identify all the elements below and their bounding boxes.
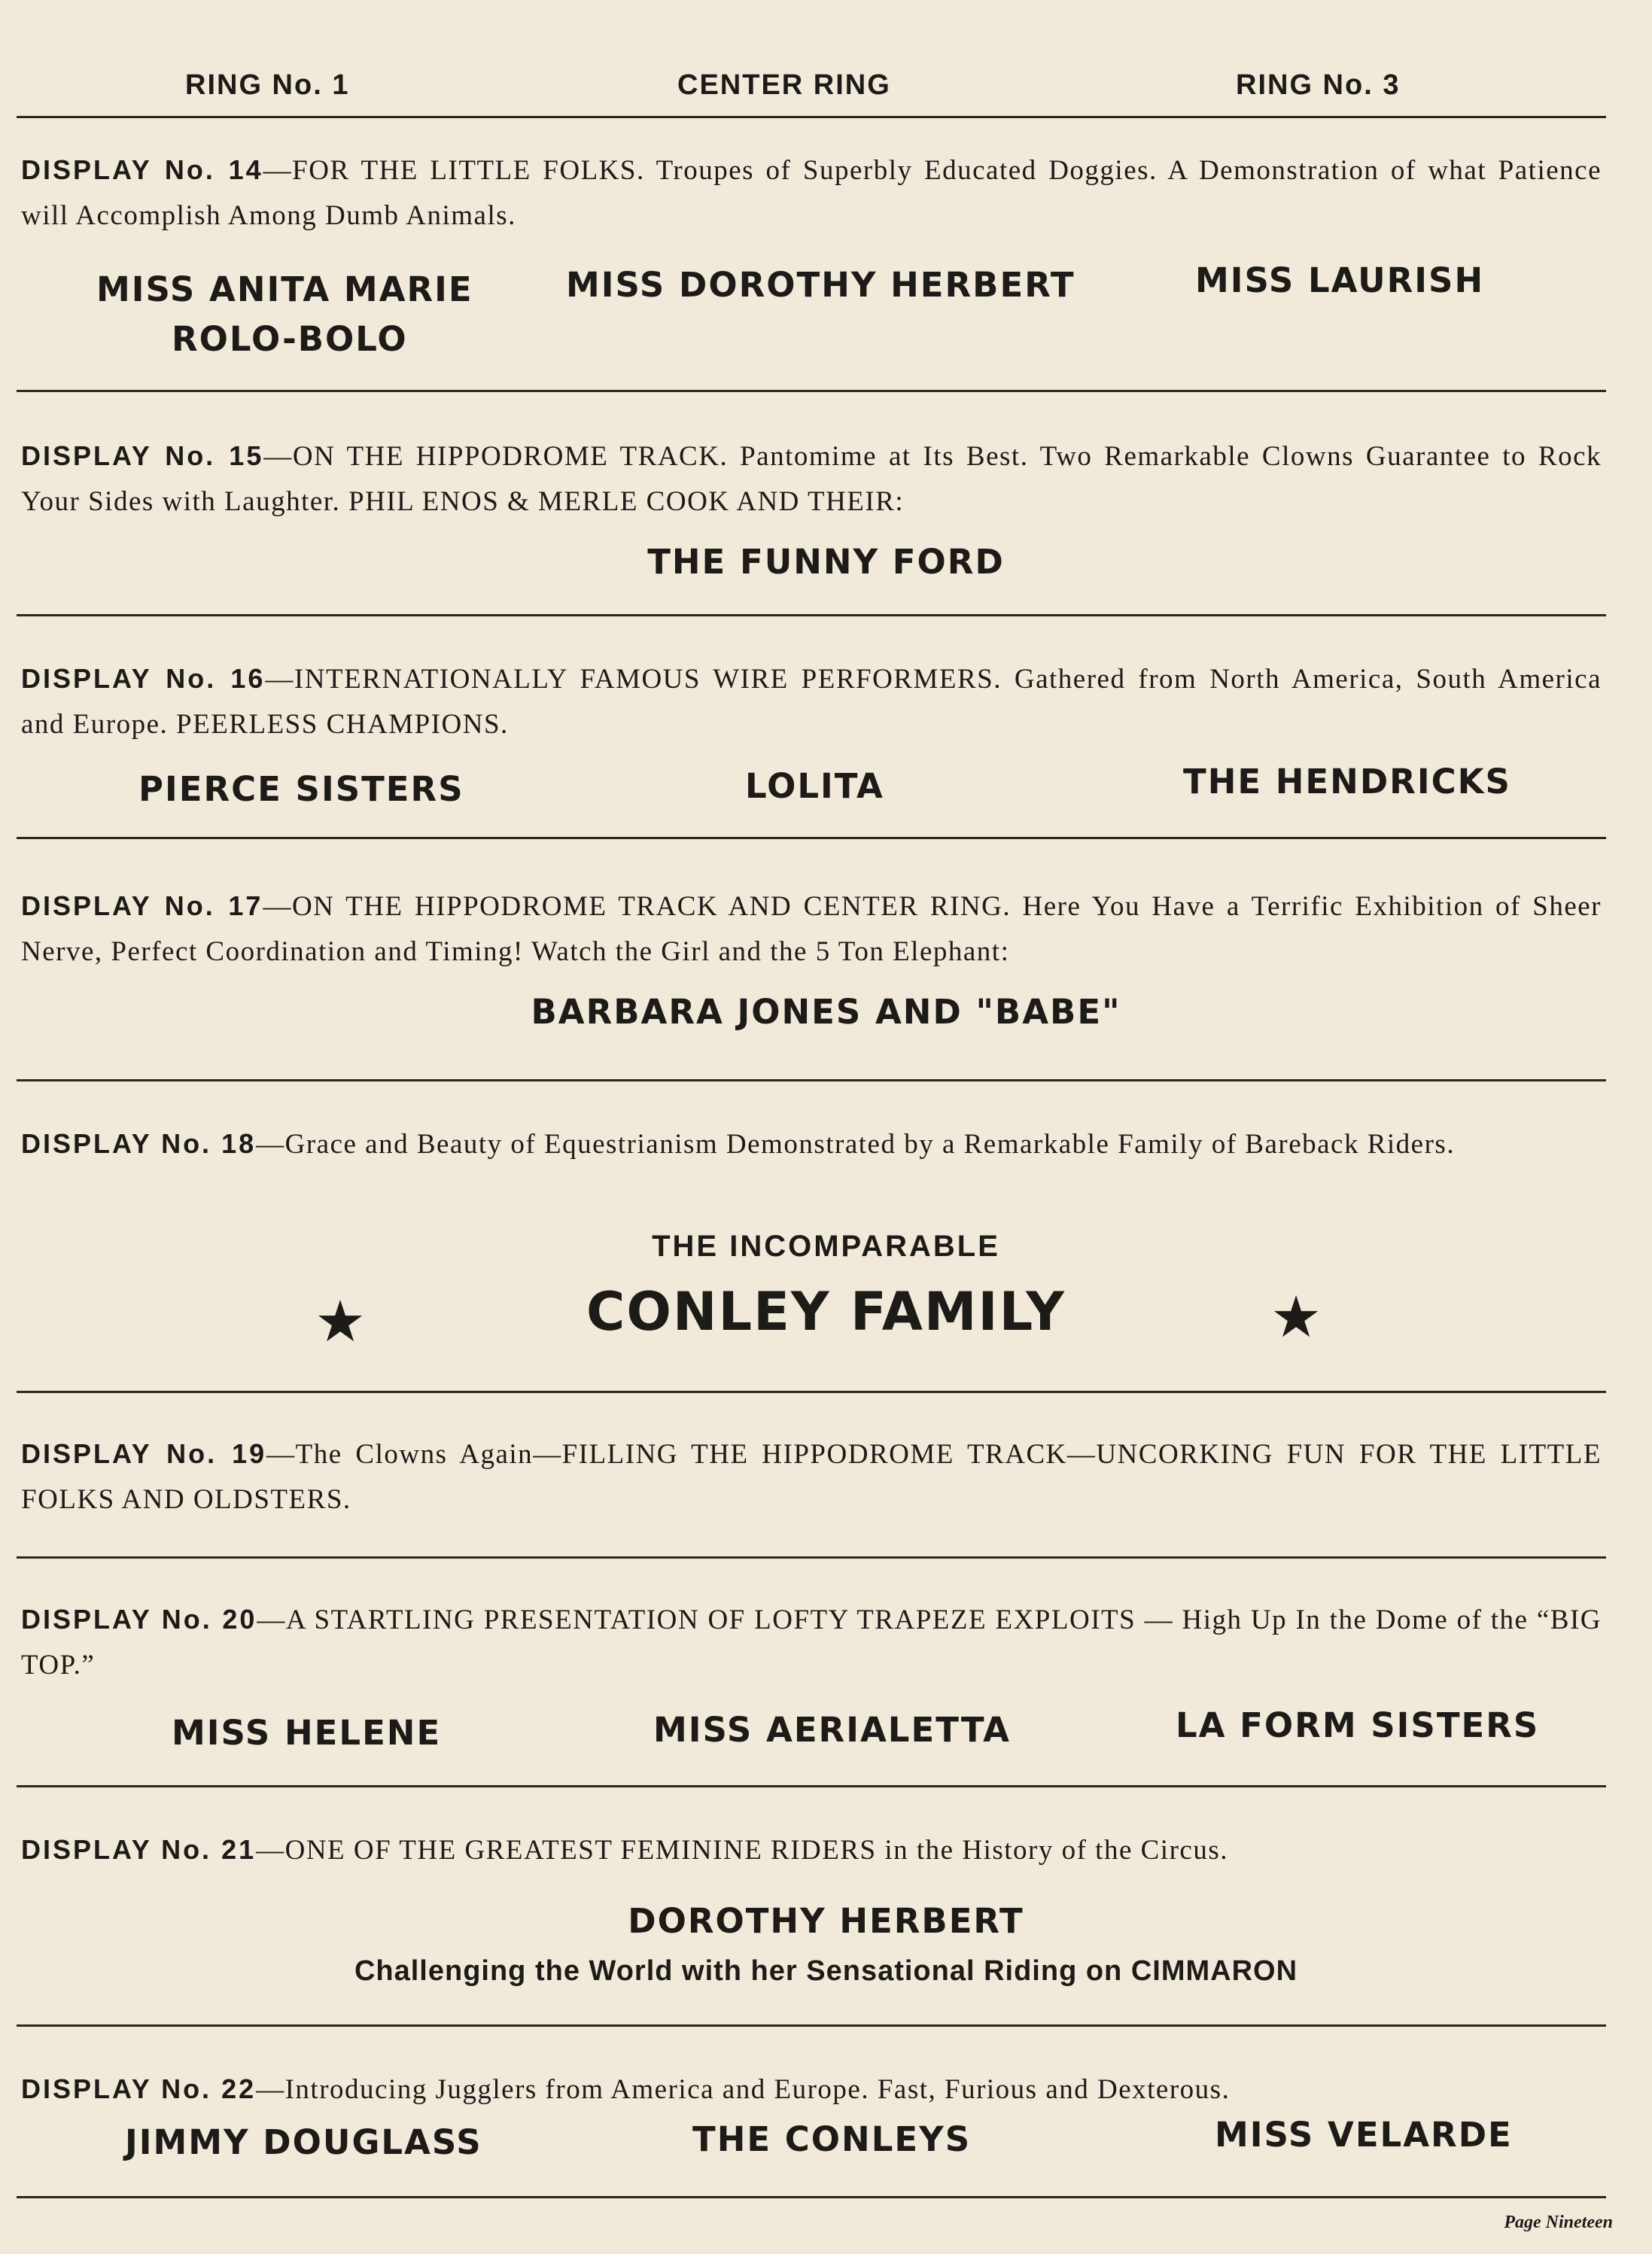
act-name: MISS DOROTHY HERBERT <box>566 265 1075 305</box>
divider <box>17 837 1606 839</box>
act-name: MISS AERIALETTA <box>653 1710 1011 1750</box>
display-text: —Introducing Jugglers from America and Europe. Fast, Furious and Dexterous. <box>256 2074 1231 2105</box>
display-15-description <box>21 433 1602 525</box>
star-icon: ★ <box>1270 1283 1322 1350</box>
act-subline: Challenging the World with her Sensational Riding on CIMMARON <box>354 1955 1298 1987</box>
divider <box>17 2196 1606 2198</box>
display-text: —The Clowns Again—FILLING THE HIPPODROME TRACK—UNCORKING FUN FOR THE LITTLE FOLKS AND OLDSTERS. <box>21 1439 1602 1515</box>
display-number: DISPLAY No. 19 <box>21 1438 267 1469</box>
act-name: MISS LAURISH <box>1195 260 1485 300</box>
divider <box>17 1785 1606 1787</box>
act-name: LA FORM SISTERS <box>1176 1705 1540 1745</box>
display-text: —ONE OF THE GREATEST FEMININE RIDERS in the History of the Circus. <box>256 1835 1228 1866</box>
star-icon: ★ <box>315 1288 367 1355</box>
center-ring-heading: CENTER RING <box>677 69 891 101</box>
divider <box>17 2024 1606 2027</box>
ring-1-heading: RING No. 1 <box>185 69 350 101</box>
divider <box>17 116 1606 118</box>
act-name: THE HENDRICKS <box>1183 762 1511 802</box>
divider <box>17 1391 1606 1393</box>
act-name: BARBARA JONES AND "BABE" <box>531 992 1121 1032</box>
divider <box>17 1079 1606 1081</box>
divider <box>17 390 1606 392</box>
display-number: DISPLAY No. 22 <box>21 2073 257 2104</box>
act-name: PIERCE SISTERS <box>138 769 464 809</box>
display-number: DISPLAY No. 16 <box>21 663 266 694</box>
ring-3-heading: RING No. 3 <box>1236 69 1401 101</box>
act-name: ROLO-BOLO <box>172 319 408 359</box>
page-number: Page Nineteen <box>1504 2213 1613 2232</box>
display-number: DISPLAY No. 20 <box>21 1604 257 1635</box>
act-name: THE CONLEYS <box>692 2119 972 2159</box>
display-14-description <box>21 148 1602 239</box>
display-16-description <box>21 656 1602 747</box>
act-name: MISS VELARDE <box>1215 2115 1513 2155</box>
display-text: —ON THE HIPPODROME TRACK. Pantomime at Its Best. Two Remarkable Clowns Guarantee to Rock Your Sides with Laughter. PHIL ENOS & MERLE COOK AND THEIR: <box>21 441 1602 517</box>
ring-header <box>0 69 1652 114</box>
display-number: DISPLAY No. 17 <box>21 890 263 921</box>
display-text: —ON THE HIPPODROME TRACK AND CENTER RING. Here You Have a Terrific Exhibition of Sheer Nerve, Perfect Coordination and Timing! Watch the Girl and the 5 Ton Elephant: <box>21 891 1602 967</box>
act-name: MISS ANITA MARIE <box>96 269 473 309</box>
display-19-description <box>21 1431 1602 1522</box>
display-18-description <box>21 1121 1602 1167</box>
display-20-description <box>21 1597 1602 1688</box>
display-text: —INTERNATIONALLY FAMOUS WIRE PERFORMERS. Gathered from North America, South America and Europe. PEERLESS CHAMPIONS. <box>21 664 1602 740</box>
display-number: DISPLAY No. 14 <box>21 154 263 185</box>
display-17-description <box>21 884 1602 975</box>
display-text: —Grace and Beauty of Equestrianism Demonstrated by a Remarkable Family of Bareback Riders. <box>256 1129 1456 1160</box>
featured-act-name: CONLEY FAMILY <box>586 1281 1066 1343</box>
act-name: JIMMY DOUGLASS <box>125 2122 482 2162</box>
act-name: MISS HELENE <box>172 1713 442 1753</box>
divider <box>17 1556 1606 1559</box>
divider <box>17 614 1606 616</box>
display-number: DISPLAY No. 15 <box>21 440 264 471</box>
act-kicker: THE INCOMPARABLE <box>652 1230 1000 1263</box>
display-21-description <box>21 1827 1602 1873</box>
act-name: LOLITA <box>745 766 884 806</box>
display-text: —FOR THE LITTLE FOLKS. Troupes of Superbly Educated Doggies. A Demonstration of what Patience will Accomplish Among Dumb Animals. <box>21 155 1602 231</box>
act-name: DOROTHY HERBERT <box>628 1901 1024 1941</box>
display-22-description <box>21 2067 1602 2113</box>
display-number: DISPLAY No. 21 <box>21 1834 257 1865</box>
display-number: DISPLAY No. 18 <box>21 1128 257 1159</box>
act-name: THE FUNNY FORD <box>647 542 1005 582</box>
display-text: —A STARTLING PRESENTATION OF LOFTY TRAPEZE EXPLOITS — High Up In the Dome of the “BIG TOP.” <box>21 1605 1602 1681</box>
